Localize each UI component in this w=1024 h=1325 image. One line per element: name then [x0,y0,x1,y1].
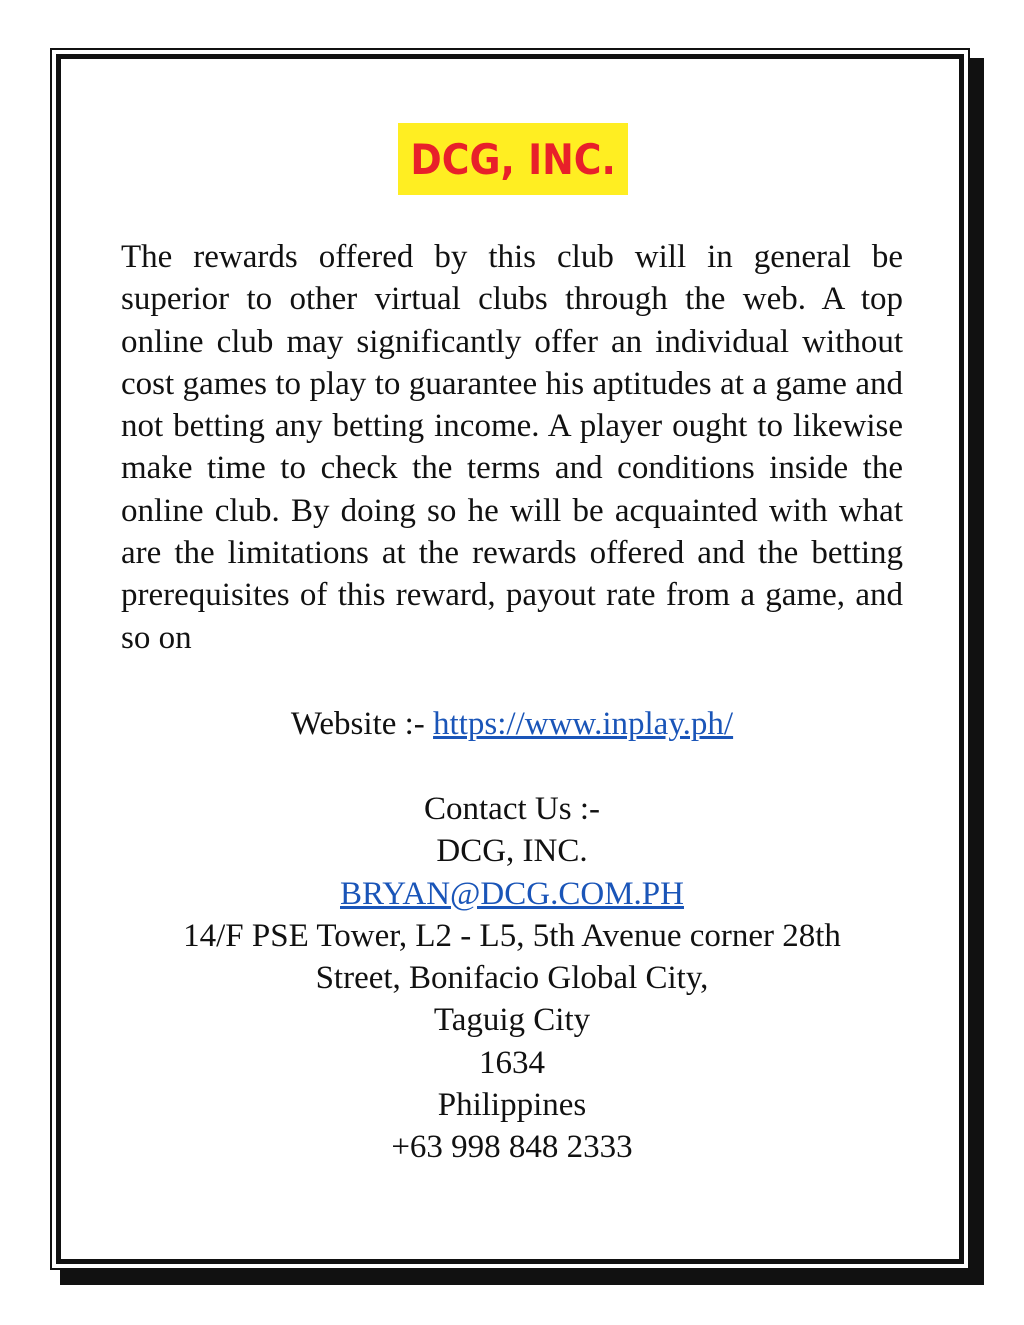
contact-phone: +63 998 848 2333 [391,1129,633,1166]
contact-city: Taguig City [433,1002,591,1039]
company-logo-text: DCG, INC. [410,134,616,184]
contact-heading: Contact Us :- [424,791,600,827]
website-label: Website :- [290,706,434,742]
contact-address-line1: 14/F PSE Tower, L2 - L5, 5th Avenue corner 28th [183,917,841,954]
company-logo [398,123,628,195]
website-line [80,703,944,745]
contact-address-line2: Street, Bonifacio Global City, [315,960,709,997]
website-link[interactable]: https://www.inplay.ph/ [433,706,734,742]
contact-country: Philippines [437,1087,587,1124]
contact-email-link[interactable]: BRYAN@DCG.COM.PH [340,875,684,912]
contact-block [80,788,944,1169]
contact-company: DCG, INC. [436,833,588,870]
body-paragraph: The rewards offered by this club will in general be superior to other virtual clubs through the web. A top online club may significantly offer an individual without cost games to play to guarantee his aptitudes at a game and not betting any betting income. A player ought to likewise make time to check the terms and conditions inside the online club. By doing so he will be acquainted with what are the limitations at the rewards offered and the betting prerequisites of this reward, payout rate from a game, and so on [121,239,903,656]
contact-postal-code: 1634 [479,1044,545,1081]
